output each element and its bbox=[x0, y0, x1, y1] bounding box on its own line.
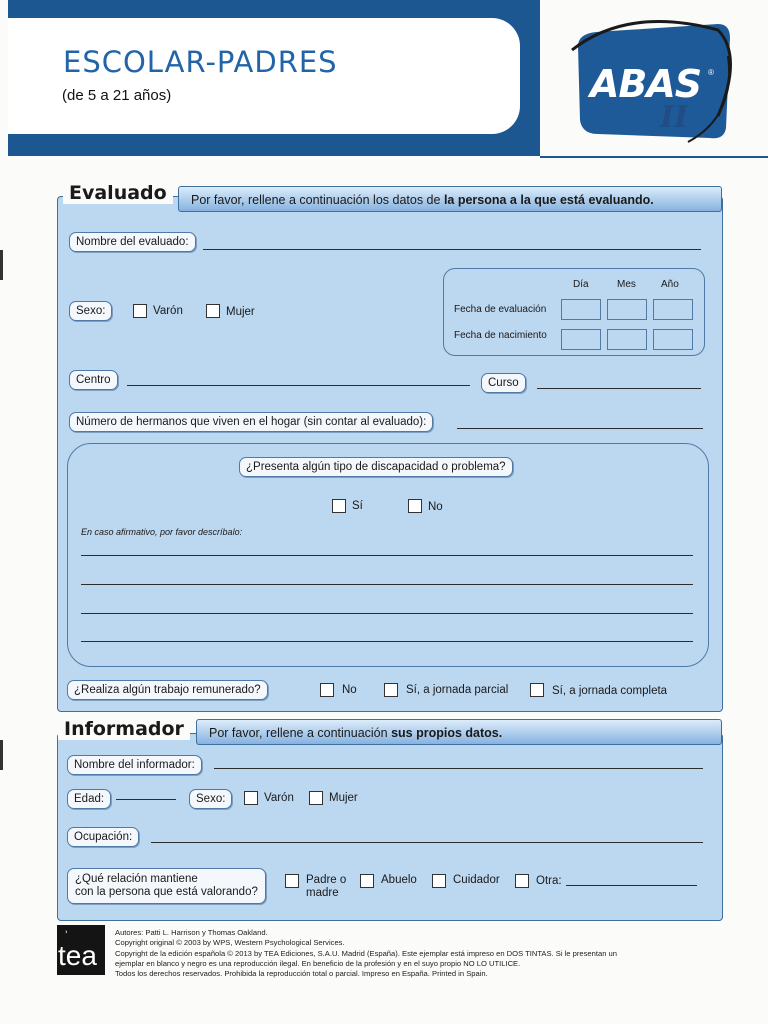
footer-copyright-spanish-2: ejemplar en blanco y negro es una reproducción ilegal. En beneficio de la profesión y en el suyo propio NO LO UTILICE. bbox=[115, 958, 521, 968]
work-no-checkbox[interactable] bbox=[320, 683, 334, 697]
sex-male-label: Varón bbox=[153, 305, 183, 317]
informador-name-field[interactable] bbox=[214, 768, 703, 769]
work-part-checkbox[interactable] bbox=[384, 683, 398, 697]
informador-instructions-bold: sus propios datos. bbox=[391, 726, 503, 740]
tea-logo-mark: ʾ bbox=[64, 928, 69, 944]
occupation-field[interactable] bbox=[151, 842, 703, 843]
work-no-label: No bbox=[342, 684, 357, 696]
relation-other-field[interactable] bbox=[566, 885, 697, 886]
relation-parent-checkbox[interactable] bbox=[285, 874, 299, 888]
work-question: ¿Realiza algún trabajo remunerado? bbox=[67, 680, 268, 700]
describe-line[interactable] bbox=[81, 641, 693, 642]
sex-male-checkbox[interactable] bbox=[133, 304, 147, 318]
disability-yes-label: Sí bbox=[352, 500, 363, 512]
work-part-label: Sí, a jornada parcial bbox=[406, 684, 509, 696]
registered-mark: ® bbox=[708, 68, 714, 77]
binder-mark bbox=[0, 740, 3, 770]
relation-parent-label bbox=[306, 874, 346, 900]
eval-day-field[interactable] bbox=[561, 299, 601, 320]
informador-female-label: Mujer bbox=[329, 792, 358, 804]
birth-year-field[interactable] bbox=[653, 329, 693, 350]
evaluado-instructions-text: Por favor, rellene a continuación los datos de bbox=[191, 193, 444, 207]
relation-grandparent-label: Abuelo bbox=[381, 874, 417, 886]
work-full-label: Sí, a jornada completa bbox=[552, 685, 668, 697]
evaluado-instructions bbox=[178, 186, 722, 212]
evaluado-name-field[interactable] bbox=[203, 249, 701, 250]
relation-other-label: Otra: bbox=[536, 875, 562, 887]
describe-hint: En caso afirmativo, por favor descríbalo: bbox=[81, 527, 243, 537]
relation-parent-line-1: Padre o bbox=[306, 874, 347, 886]
informador-male-label: Varón bbox=[264, 792, 294, 804]
sex-female-label: Mujer bbox=[226, 306, 255, 318]
age-field[interactable] bbox=[116, 799, 176, 800]
disability-no-checkbox[interactable] bbox=[408, 499, 422, 513]
informador-section-title: Informador bbox=[58, 718, 190, 740]
sex-label: Sexo: bbox=[69, 301, 112, 321]
evaluado-instructions-bold: la persona a la que está evaluando. bbox=[443, 193, 654, 207]
work-full-checkbox[interactable] bbox=[530, 683, 544, 697]
birth-date-label: Fecha de nacimiento bbox=[454, 330, 547, 341]
evaluation-date-label: Fecha de evaluación bbox=[454, 304, 547, 315]
footer-credits bbox=[115, 928, 715, 979]
describe-line[interactable] bbox=[81, 584, 693, 585]
birth-month-field[interactable] bbox=[607, 329, 647, 350]
date-header-month: Mes bbox=[617, 279, 636, 290]
footer-copyright-original: Copyright original © 2003 by WPS, Western Psychological Services. bbox=[115, 938, 345, 948]
eval-year-field[interactable] bbox=[653, 299, 693, 320]
footer-copyright-spanish: Copyright de la edición española © 2013 by TEA Ediciones, S.A.U. Madrid (España). Este ejemplar está impreso en DOS TINTAS. Si le presentan un bbox=[115, 948, 617, 958]
informador-female-checkbox[interactable] bbox=[309, 791, 323, 805]
tea-logo-text: tea bbox=[58, 940, 97, 971]
evaluado-section-title: Evaluado bbox=[63, 182, 173, 204]
form-title: ESCOLAR-PADRES bbox=[63, 45, 338, 79]
describe-line[interactable] bbox=[81, 613, 693, 614]
center-field[interactable] bbox=[127, 385, 470, 386]
informador-instructions-text: Por favor, rellene a continuación bbox=[209, 726, 392, 740]
occupation-label: Ocupación: bbox=[67, 827, 139, 847]
relation-caregiver-label: Cuidador bbox=[453, 874, 500, 886]
footer-authors: Autores: Patti L. Harrison y Thomas Oakland. bbox=[115, 928, 268, 937]
binder-mark bbox=[0, 250, 3, 280]
informador-name-label: Nombre del informador: bbox=[67, 755, 202, 775]
date-header-day: Día bbox=[573, 279, 589, 290]
header-rule bbox=[540, 156, 768, 158]
disability-no-label: No bbox=[428, 501, 443, 513]
relation-question bbox=[67, 868, 266, 904]
relation-line-1: ¿Qué relación mantiene bbox=[75, 873, 198, 885]
informador-sex-label: Sexo: bbox=[189, 789, 232, 809]
form-subtitle: (de 5 a 21 años) bbox=[62, 87, 172, 104]
date-header-year: Año bbox=[661, 279, 679, 290]
informador-male-checkbox[interactable] bbox=[244, 791, 258, 805]
disability-question: ¿Presenta algún tipo de discapacidad o problema? bbox=[239, 457, 513, 477]
siblings-label: Número de hermanos que viven en el hogar (sin contar al evaluado): bbox=[69, 412, 433, 432]
course-label: Curso bbox=[481, 373, 526, 393]
evaluado-name-label: Nombre del evaluado: bbox=[69, 232, 196, 252]
relation-caregiver-checkbox[interactable] bbox=[432, 874, 446, 888]
course-field[interactable] bbox=[537, 388, 701, 389]
relation-grandparent-checkbox[interactable] bbox=[360, 874, 374, 888]
sex-female-checkbox[interactable] bbox=[206, 304, 220, 318]
relation-other-checkbox[interactable] bbox=[515, 874, 529, 888]
relation-parent-line-2: madre bbox=[306, 887, 339, 899]
disability-yes-checkbox[interactable] bbox=[332, 499, 346, 513]
informador-instructions bbox=[196, 719, 722, 745]
footer-rights: Todos los derechos reservados. Prohibida la reproducción total o parcial. Impreso en España. Printed in Spain. bbox=[115, 969, 488, 979]
describe-line[interactable] bbox=[81, 555, 693, 556]
abas-logo-numeral: II bbox=[660, 100, 689, 135]
age-label: Edad: bbox=[67, 789, 111, 809]
siblings-field[interactable] bbox=[457, 428, 703, 429]
relation-line-2: con la persona que está valorando? bbox=[75, 886, 258, 898]
abas-logo-text: ABAS bbox=[590, 62, 702, 106]
birth-day-field[interactable] bbox=[561, 329, 601, 350]
eval-month-field[interactable] bbox=[607, 299, 647, 320]
center-label: Centro bbox=[69, 370, 118, 390]
